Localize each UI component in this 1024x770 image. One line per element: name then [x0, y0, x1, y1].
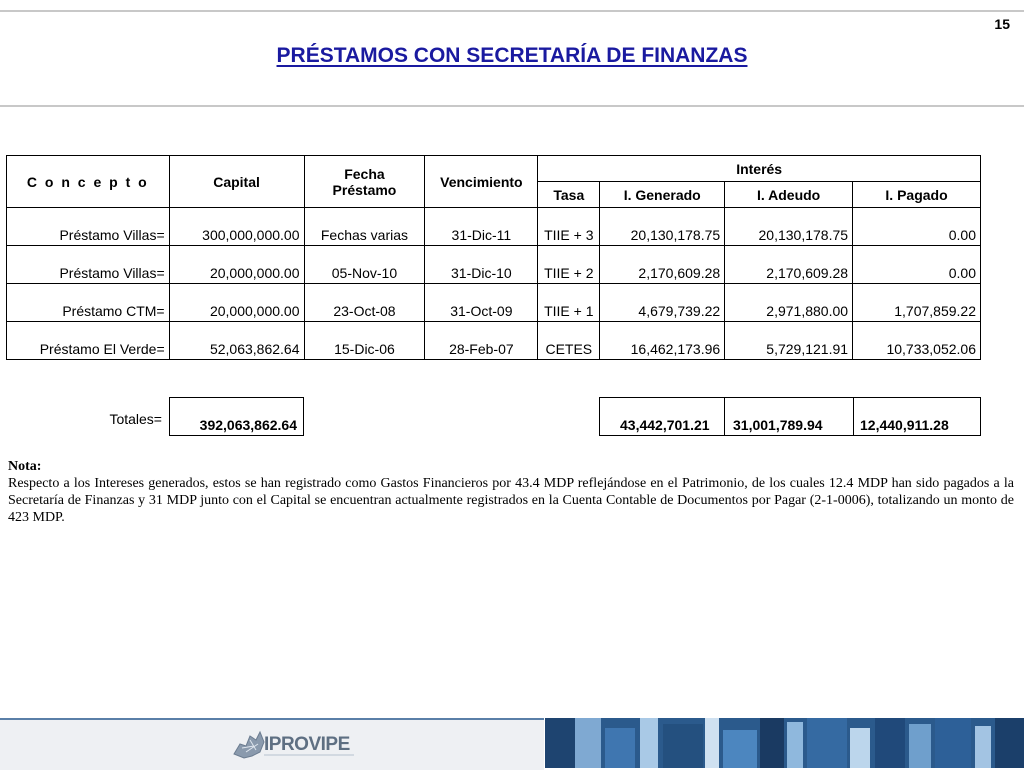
- table-row: [7, 208, 981, 246]
- cell-vencimiento: 28-Feb-07: [425, 322, 538, 360]
- cell-concepto: Préstamo Villas=: [7, 208, 170, 246]
- cell-capital: 300,000,000.00: [169, 208, 304, 246]
- total-interest-box: [599, 397, 981, 436]
- loans-table: [6, 155, 981, 360]
- header-fecha: Fecha Préstamo: [304, 156, 425, 208]
- cell-fecha: 15-Dic-06: [304, 322, 425, 360]
- header-generado: I. Generado: [600, 182, 725, 208]
- iprovipe-logo: [230, 724, 360, 764]
- cell-concepto: Préstamo CTM=: [7, 284, 170, 322]
- total-divider: [724, 398, 725, 435]
- cell-adeudo: 2,170,609.28: [725, 246, 853, 284]
- cell-tasa: TIIE + 2: [538, 246, 600, 284]
- footer-graphic: [545, 718, 1024, 768]
- cell-generado: 16,462,173.96: [600, 322, 725, 360]
- header-concepto: C o n c e p t o: [7, 156, 170, 208]
- total-divider: [853, 398, 854, 435]
- total-adeudo: 31,001,789.94: [733, 417, 823, 433]
- cell-capital: 52,063,862.64: [169, 322, 304, 360]
- header-capital: Capital: [169, 156, 304, 208]
- table-row: [7, 284, 981, 322]
- cell-concepto: Préstamo Villas=: [7, 246, 170, 284]
- page-title: PRÉSTAMOS CON SECRETARÍA DE FINANZAS: [276, 44, 748, 67]
- cell-tasa: CETES: [538, 322, 600, 360]
- cell-fecha: 23-Oct-08: [304, 284, 425, 322]
- cell-pagado: 10,733,052.06: [853, 322, 981, 360]
- page-number: 15: [994, 16, 1010, 32]
- header-interes: Interés: [538, 156, 981, 182]
- cell-pagado: 1,707,859.22: [853, 284, 981, 322]
- title-divider: [0, 105, 1024, 107]
- cell-vencimiento: 31-Dic-10: [425, 246, 538, 284]
- cell-adeudo: 20,130,178.75: [725, 208, 853, 246]
- note-heading: Nota:: [8, 459, 42, 474]
- cell-fecha: Fechas varias: [304, 208, 425, 246]
- cell-generado: 20,130,178.75: [600, 208, 725, 246]
- cell-tasa: TIIE + 1: [538, 284, 600, 322]
- cell-vencimiento: 31-Dic-11: [425, 208, 538, 246]
- top-divider: [0, 10, 1024, 12]
- table-row: [7, 246, 981, 284]
- logo-text: IPROVIPE: [264, 734, 350, 755]
- cell-capital: 20,000,000.00: [169, 246, 304, 284]
- header-tasa: Tasa: [538, 182, 600, 208]
- cell-generado: 2,170,609.28: [600, 246, 725, 284]
- logo-map-icon: [230, 724, 360, 764]
- header-adeudo: I. Adeudo: [725, 182, 853, 208]
- cell-capital: 20,000,000.00: [169, 284, 304, 322]
- cell-vencimiento: 31-Oct-09: [425, 284, 538, 322]
- cell-tasa: TIIE + 3: [538, 208, 600, 246]
- note-block: [8, 458, 1014, 526]
- totals-label: Totales=: [109, 411, 162, 427]
- header-pagado: I. Pagado: [853, 182, 981, 208]
- footer-stripes-graphic: [545, 718, 1024, 768]
- cell-pagado: 0.00: [853, 208, 981, 246]
- total-generado: 43,442,701.21: [620, 417, 710, 433]
- cell-concepto: Préstamo El Verde=: [7, 322, 170, 360]
- cell-adeudo: 5,729,121.91: [725, 322, 853, 360]
- total-capital-box: [169, 397, 304, 436]
- note-text: Respecto a los Intereses generados, estos se han registrado como Gastos Financieros por 43.4 MDP reflejándose en el Patrimonio, de los cuales 12.4 MDP han sido pagados a la Secretaría de Finanzas y 31 MDP junto con el Capital se encuentran actualmente registrados en la Cuenta Contable de Documentos por Pagar (2-1-0006), totalizando un monto de 423 MDP.: [8, 476, 1014, 525]
- header-vencimiento: Vencimiento: [425, 156, 538, 208]
- table-row: [7, 322, 981, 360]
- total-pagado: 12,440,911.28: [860, 417, 949, 433]
- cell-generado: 4,679,739.22: [600, 284, 725, 322]
- cell-adeudo: 2,971,880.00: [725, 284, 853, 322]
- cell-pagado: 0.00: [853, 246, 981, 284]
- cell-fecha: 05-Nov-10: [304, 246, 425, 284]
- total-capital: 392,063,862.64: [199, 417, 297, 433]
